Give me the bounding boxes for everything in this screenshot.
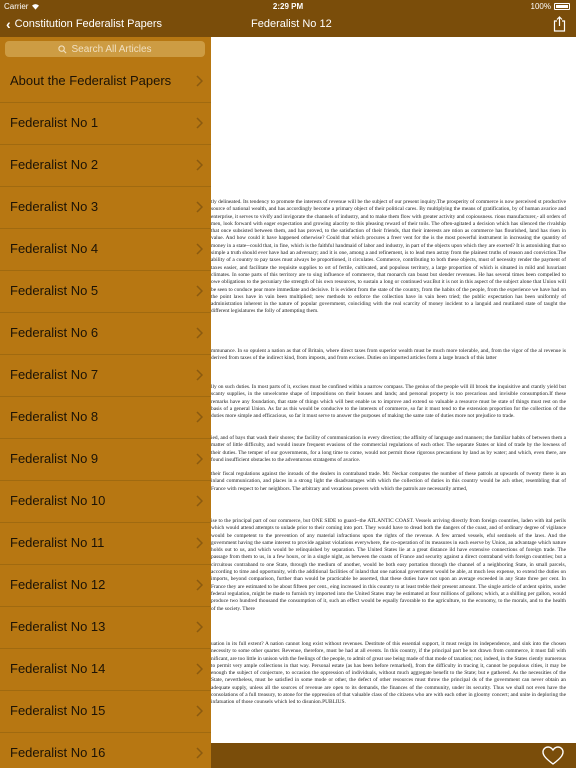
sidebar-item[interactable]: [0, 355, 211, 397]
sidebar-item[interactable]: [0, 61, 211, 103]
article-paragraph: ied, and of bays that wash their shores; the facility of communication in every direction; the affinity of language and manners; the familiar habits of between them a matter of little difficulty, and would insure frequent evasions of the commercial regulations of each other. The separate States or kind of trade by the lowness of their duties. The temper of our governments, for a long time to come, would not permit those rigorous precautions by land as by water; and which, even there, are found insufficient obstacles to the adventurous stratagems of avarice.: [211, 435, 566, 463]
sidebar-item-label: Federalist No 15: [10, 703, 106, 718]
heart-icon[interactable]: [542, 746, 564, 766]
sidebar-item[interactable]: [0, 607, 211, 649]
chevron-left-icon: ‹: [6, 16, 11, 32]
sidebar-item[interactable]: [0, 481, 211, 523]
sidebar-item-label: Federalist No 4: [10, 241, 99, 256]
chevron-right-icon: [196, 327, 203, 339]
chevron-right-icon: [196, 75, 203, 87]
sidebar-item-label: About the Federalist Papers: [10, 73, 172, 88]
sidebar-item[interactable]: [0, 649, 211, 691]
article-paragraph: lly on such duties. In most parts of it, excises must be confined within a narrow compass. The genius of the people will ill brook the inquisitive and ctantly yield but scanty supplies, in the unwelcome shape of impositions on their houses and lands; and personal property is too precarious and invisible consumption.If these remarks have any foundation, that state of things which will best enable us to improve and extend so valuable a resource must be state of things must rest on the basis of a general Union. As far as this would be conducive to the interests of commerce, so far it must tend to the extension proportion for the collection of the duties more simple and efficacious, so far it must serve to answer the purposes of making the same rate of duties more not prejudice to trade.: [211, 384, 566, 420]
share-icon[interactable]: [553, 16, 566, 32]
sidebar-item[interactable]: [0, 565, 211, 607]
carrier-label: Carrier: [4, 2, 40, 11]
sidebar-item[interactable]: [0, 397, 211, 439]
article-paragraph: mmunance. In so opulent a nation as that of Britain, where direct taxes from superior wealth must be much more tolerable, and, from the vigor of the al revenue is derived from taxes of the indirect kind, from imposts, and from excises. Duties on imported articles form a large branch of this latter: [211, 348, 566, 362]
status-bar: [0, 0, 576, 13]
chevron-right-icon: [196, 201, 203, 213]
chevron-right-icon: [196, 369, 203, 381]
chevron-right-icon: [196, 747, 203, 759]
sidebar-item[interactable]: [0, 691, 211, 733]
sidebar-item[interactable]: [0, 313, 211, 355]
sidebar-item[interactable]: [0, 439, 211, 481]
search-input[interactable]: [5, 41, 205, 57]
sidebar-item-label: Federalist No 6: [10, 325, 99, 340]
chevron-right-icon: [196, 705, 203, 717]
sidebar-item[interactable]: [0, 187, 211, 229]
sidebar-item-label: Federalist No 14: [10, 661, 106, 676]
battery-icon: [554, 3, 570, 10]
chevron-right-icon: [196, 495, 203, 507]
sidebar-item-label: Federalist No 16: [10, 745, 106, 760]
article-paragraph: ise to the principal part of our commerce, but ONE SIDE to guard--the ATLANTIC COAST. Vessels arriving directly from foreign countries, laden with ital perils which would attend attempts to unlade prior to their coming into port. They would have to dread both the dangers of the coast, and of ordinary degree of vigilance would be competent to the prevention of any material infractions upon the rights of the revenue. A few armed vessels, eful sentinels of the laws. And the government having the same interest to provide against violations everywhere, the co-operation of its measures in each eserve by Union, an advantage which nature holds out to us, and which would be relinquished by separation. The United States lie at a great distance ild have extensive connections of foreign trade. The passage from them to us, in a few hours, or in a single night, as between the coasts of France and security against a direct contraband with foreign countries; but a circuitous contraband to one State, through the medium of another, would be both easy portation through the channel of a neighboring State, in small parcels, according to time and opportunity, with the additional facilities of inland that one national government would be able, at much less expense, to extend the duties on imports, beyond comparison, further than would be practicable be asserted, that these duties have not upon an average exceeded in any State three per cent. In France they are estimated to be about fifteen per cent., eing increased in this country to at least treble their present amount. The single article of ardent spirits, under federal regulation, might be made to furnish try imported into the United States may be estimated at four millions of gallons; which, at a shilling per gallon, would produce two hundred thousand the consumption of it, such an effect would be equally favorable to the agriculture, to the economy, to the morals, and to the health of the society. There: [211, 518, 566, 612]
chevron-right-icon: [196, 663, 203, 675]
sidebar-item-label: Federalist No 5: [10, 283, 99, 298]
navigation-bar: [0, 13, 576, 37]
chevron-right-icon: [196, 243, 203, 255]
chevron-right-icon: [196, 537, 203, 549]
back-label: Constitution Federalist Papers: [14, 18, 163, 30]
chevron-right-icon: [196, 411, 203, 423]
sidebar-item-label: Federalist No 8: [10, 409, 99, 424]
article-paragraph: tly delineated. Its tendency to promote the interests of revenue will be the subject of our present inquiry.The prosperity of commerce is now perceived st productive source of national wealth, and has accordingly become a primary object of their political cares. By multiplying the means of gratification, by of human avarice and enterprise, it serves to vivify and invigorate the channels of industry, and to make them flow with greater activity and copiousness. rious manufacturer,- all orders of men, look forward with eager expectation and growing alacrity to this pleasing reward of their toils. The often-agitated a decision which has silenced the rivalship that once subsisted between them, and has proved, to the satisfaction of their friends, that their interests are ntion as commerce has flourished, land has risen in value. And how could it have happened otherwise? Could that which procures a freer vent for the is the most powerful instrument in increasing the quantity of money in a state--could that, in fine, which is the faithful handmaid of labor and industry, in part of the objects upon which they are exerted? It is astonishing that so simple a truth should ever have had an adversary; and it is one, among a and refinement, is to lead men astray from the plainest truths of reason and conviction.The ability of a country to pay taxes must always be proportioned, it circulates. Commerce, contributing to both these objects, must of necessity render the payment of taxes easier, and facilitate the requisite supplies to ort of fertile, cultivated, and populous territory, a large proportion of which is situated in mild and luxuriant climates. In some parts of this territory are to sing influence of commerce, that monarch can boast but slender revenues. He has several times been compelled to owe obligations to the pecuniary the strength of his own resources, to sustain a long or continued war.But it is not in this aspect of the subject alone that Union will be seen to conduce pear more immediate and decisive. It is evident from the state of the country, from the habits of the people, from the experience we have had on the point laws have in vain been multiplied; new methods to enforce the collection have in vain been tried; the public expectation has been uniformly of administration inherent in the nature of popular government, coinciding with the real scarcity of money incident to a languid and mutilated state of taught the different legislatures the folly of attempting them.: [211, 199, 566, 315]
sidebar-item-label: Federalist No 3: [10, 199, 99, 214]
sidebar-item[interactable]: [0, 145, 211, 187]
bottom-toolbar: [211, 743, 576, 768]
sidebar-item-label: Federalist No 10: [10, 493, 106, 508]
chevron-right-icon: [196, 453, 203, 465]
sidebar-item-label: Federalist No 7: [10, 367, 99, 382]
sidebar-item[interactable]: [0, 271, 211, 313]
chevron-right-icon: [196, 285, 203, 297]
article-content[interactable]: [211, 37, 576, 743]
page-title: Federalist No 12: [251, 18, 332, 30]
chevron-right-icon: [196, 159, 203, 171]
sidebar-item-label: Federalist No 13: [10, 619, 106, 634]
sidebar-item[interactable]: [0, 733, 211, 768]
sidebar-item-label: Federalist No 11: [10, 535, 105, 550]
sidebar-item-label: Federalist No 2: [10, 157, 99, 172]
sidebar: [0, 37, 211, 768]
battery-percent: 100%: [530, 2, 551, 11]
search-placeholder: Search All Articles: [71, 43, 152, 55]
sidebar-item-label: Federalist No 9: [10, 451, 99, 466]
article-paragraph: their fiscal regulations against the inroads of the dealers in contraband trade. Mr. Neckar computes the number of these patrols at upwards of twenty there is an inland communication, and places in a strong light the disadvantages with which the collection of duties in this country would be ach other, resembling that of France with respect to her neighbors. The arbitrary and vexatious powers with which the patrols are necessarily armed,: [211, 471, 566, 492]
search-icon: [58, 45, 67, 54]
sidebar-item[interactable]: [0, 229, 211, 271]
chevron-right-icon: [196, 579, 203, 591]
chevron-right-icon: [196, 621, 203, 633]
sidebar-item[interactable]: [0, 523, 211, 565]
chevron-right-icon: [196, 117, 203, 129]
article-paragraph: uation in its full extent? A nation cannot long exist without revenues. Destitute of this essential support, it must resign its independence, and sink into the chosen necessity to some other quarter. Revenue, therefore, must be had at all events. In this country, if the principal part be not drawn from commerce, it must fall with nificant, are too little in unison with the feelings of the people, to admit of great use being made of that mode of taxation; nor, indeed, in the States ciently numerous to permit very ample collections in that way. Personal estate (as has been before remarked), from the difficulty in tracing it, cannot be populous cities, it may be enough the subject of conjecture, to occasion the oppression of individuals, without much aggregate benefit to the State; but e gathered. As the necessities of the State, nevertheless, must be satisfied in some mode or other, the defect of other resources must throw the principal ds of the government can never obtain an adequate supply, unless all the sources of revenue are open to its demands, the finances of the community, under its security. Thus we shall not even have the consolations of a full treasury, to atone for the oppression of that valuable class of the citizens who are with each other in gloomy concert; and unite in deploring the infatuation of those counsels which led to disunion.PUBLIUS.: [211, 641, 566, 706]
sidebar-item[interactable]: [0, 103, 211, 145]
back-button[interactable]: [6, 17, 162, 31]
sidebar-item-label: Federalist No 12: [10, 577, 106, 592]
sidebar-item-label: Federalist No 1: [10, 115, 99, 130]
status-time: 2:29 PM: [272, 2, 304, 11]
